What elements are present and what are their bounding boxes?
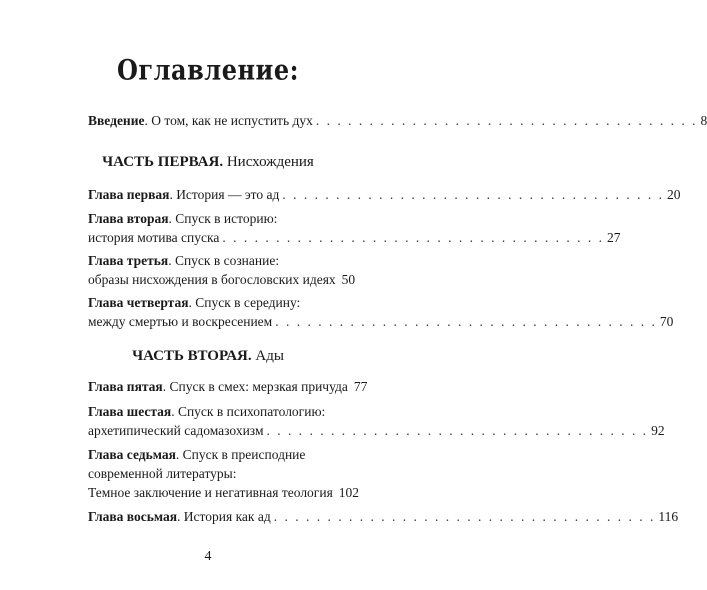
entry-title: . Спуск в историю: (168, 211, 278, 226)
toc-entry (88, 402, 665, 440)
entry-title-cont: современной литературы: (88, 466, 237, 481)
entry-label: Глава восьмая (88, 509, 178, 524)
entry-label: Глава третья (88, 253, 169, 268)
toc-entry (88, 445, 360, 502)
entry-title: . Спуск в преисподние (175, 447, 306, 462)
entry-label: Глава четвертая (88, 295, 189, 310)
dot-leader: . . . . . . . . . . . . . . . . . . . . . . . . . . . . . . . . . . . . (266, 423, 649, 438)
entry-title: . О том, как не испустить дух (144, 113, 313, 128)
entry-label: Глава шестая (88, 404, 172, 419)
toc-title: Оглавление: (117, 52, 299, 87)
toc-entry (88, 185, 681, 204)
entry-title: . Спуск в сознание: (168, 253, 280, 268)
entry-label: Введение (88, 113, 145, 128)
entry-title: . История как ад (177, 509, 271, 524)
entry-page: 50 (341, 272, 356, 287)
part-label: ЧАСТЬ ПЕРВАЯ. (102, 154, 224, 170)
entry-title: . Спуск в смех: мерзкая причуда (162, 379, 348, 394)
entry-page: 92 (651, 423, 665, 438)
entry-page: 20 (666, 187, 681, 202)
toc-entry (88, 377, 368, 396)
part-heading-1 (0, 154, 416, 171)
entry-page: 116 (658, 509, 679, 524)
part-label: ЧАСТЬ ВТОРАЯ. (132, 348, 252, 364)
toc-entry-intro (88, 111, 707, 130)
toc-entry (88, 507, 679, 526)
entry-label: Глава седьмая (88, 447, 176, 462)
entry-title: . Спуск в психопатологию: (171, 404, 326, 419)
entry-title: . История — это ад (169, 187, 280, 202)
entry-title-cont: Темное заключение и негативная теология (88, 485, 333, 500)
entry-label: Глава вторая (88, 211, 169, 226)
toc-entry (88, 251, 356, 289)
part-name: Нисхождения (226, 154, 314, 170)
entry-label: Глава первая (88, 187, 170, 202)
entry-title-cont: образы нисхождения в богословских идеях (88, 272, 336, 287)
entry-page: 77 (353, 379, 368, 394)
dot-leader: . . . . . . . . . . . . . . . . . . . . . . . . . . . . . . . . . . . . (222, 230, 604, 245)
dot-leader: . . . . . . . . . . . . . . . . . . . . . . . . . . . . . . . . . . . . (282, 187, 664, 202)
page-number: 4 (204, 549, 212, 564)
entry-title-cont: архетипический садомазохизм (88, 423, 264, 438)
dot-leader: . . . . . . . . . . . . . . . . . . . . . . . . . . . . . . . . . . . . (273, 509, 656, 524)
entry-title-cont: история мотива спуска (88, 230, 220, 245)
entry-page: 70 (659, 314, 674, 329)
part-name: Ады (255, 348, 284, 364)
entry-title: . Спуск в середину: (188, 295, 301, 310)
entry-page: 27 (606, 230, 621, 245)
dot-leader: . . . . . . . . . . . . . . . . . . . . . . . . . . . . . . . . . . . . (315, 113, 698, 128)
dot-leader: . . . . . . . . . . . . . . . . . . . . . . . . . . . . . . . . . . . . (275, 314, 657, 329)
part-heading-2 (0, 348, 416, 365)
entry-title-cont: между смертью и воскресением (88, 314, 273, 329)
entry-page: 8 (700, 113, 707, 128)
entry-page: 102 (338, 485, 360, 500)
entry-label: Глава пятая (88, 379, 163, 394)
toc-entry (88, 209, 621, 247)
toc-entry (88, 293, 674, 331)
